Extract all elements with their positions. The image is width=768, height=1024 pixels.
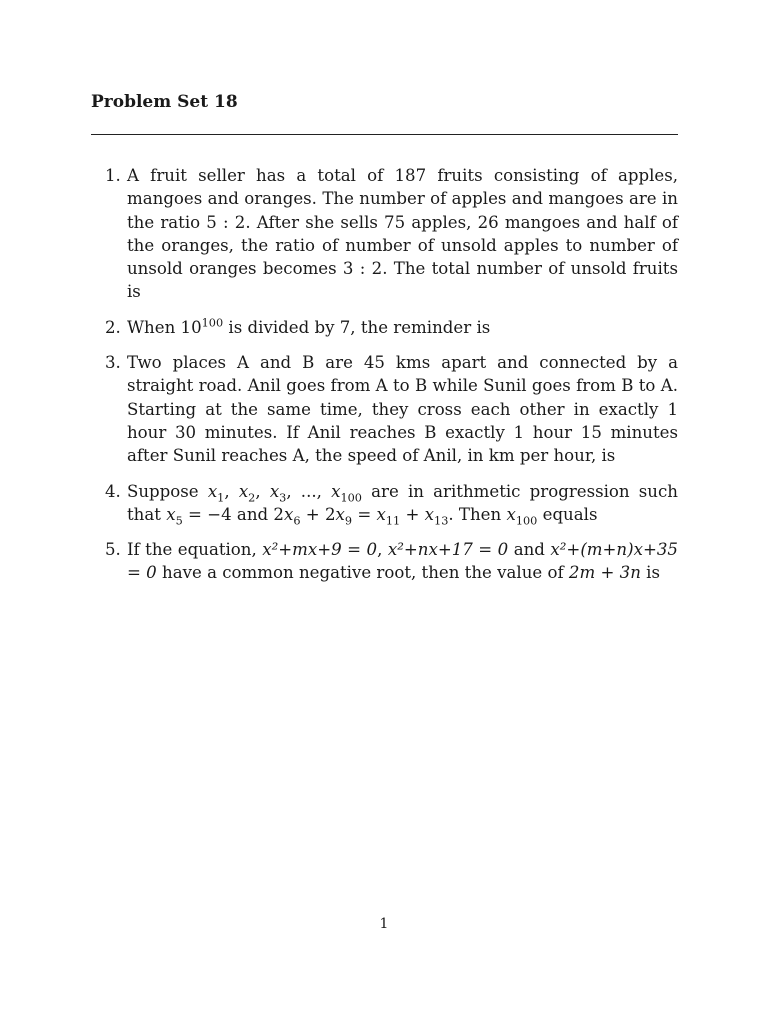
problem-text-before: When 10 <box>127 317 202 337</box>
problem-text: Two places A and B are 45 kms apart and connected by a straight road. Anil goes from A to B while Sunil goes from B to A. Starting at the same time, they cross each other in exactly 1 hour 30 minutes. If Anil reaches B exactly 1 hour 15 minutes after Sunil reaches A, the speed of Anil, in km per hour, is <box>127 353 678 466</box>
math-var: x <box>207 481 218 501</box>
problem-4: 4. Suppose $x_1$, $x_2$, $x_3$, ..., $x_{100}$ are in arithmetic progression such that $x_5 = -4$ and $2x_6 + 2x_9 = x_{11} + x_{13}$. Then $x_{100}$ equals <box>105 481 678 528</box>
math-sub: 11 <box>385 514 401 528</box>
problem-text-after: is divided by 7, the reminder is <box>223 317 491 337</box>
math-sub: 6 <box>293 514 301 528</box>
problem-number: 5. <box>105 540 121 560</box>
math-value: −4 <box>207 504 232 524</box>
problem-number: 2. <box>105 317 121 337</box>
problem-2 <box>91 316 678 339</box>
math-sub: 3 <box>279 490 287 504</box>
math-var: x <box>376 504 386 524</box>
math-sub: 2 <box>248 490 256 504</box>
problem-list <box>91 164 678 597</box>
equation-2: x²+nx+17 = 0 <box>387 540 509 560</box>
math-sub: 100 <box>515 514 538 528</box>
math-coef: 2 <box>324 504 336 524</box>
problem-number: 3. <box>105 353 121 373</box>
math-var: x <box>331 481 341 501</box>
problem-text-then: . Then <box>448 504 507 524</box>
math-var: x <box>238 481 249 501</box>
problem-text-and: and <box>508 540 551 560</box>
page-number: 1 <box>379 916 389 932</box>
problem-number: 1. <box>105 166 121 185</box>
math-var: x <box>269 481 280 501</box>
exponent: 100 <box>201 316 224 330</box>
math-var: x <box>166 504 176 524</box>
problem-text-after: have a common negative root, then the value of <box>156 563 569 583</box>
problem-number: 4. <box>105 481 121 501</box>
math-coef: 2 <box>273 504 284 524</box>
math-var: x <box>335 504 345 524</box>
equation-1: x²+mx+9 = 0 <box>262 540 378 560</box>
problem-text-after: equals <box>537 504 598 524</box>
math-sub: 100 <box>340 490 362 504</box>
problem-text-and: and <box>231 504 274 524</box>
problem-1 <box>91 164 678 304</box>
expression: 2m + 3n <box>568 563 641 583</box>
math-sub: 9 <box>344 514 353 528</box>
equation-3: x²+(m+n)x+35 = 0 <box>127 540 678 583</box>
problem-text-mid: are in arithmetic progression such that <box>127 481 678 524</box>
math-var: x <box>424 504 435 524</box>
page-title: Problem Set 18 <box>91 92 238 112</box>
problem-text-before: Suppose <box>127 481 208 501</box>
math-sub: 13 <box>434 514 449 528</box>
problem-5: 5. If the equation, x²+mx+9 = 0, x²+nx+17 = 0 and x²+(m+n)x+35 = 0 have a common negative root, then the value of 2m + 3n is <box>105 540 678 583</box>
problem-text: A fruit seller has a total of 187 fruits consisting of apples, mangoes and oranges. The number of apples and mangoes are in the ratio 5 : 2. After she sells 75 apples, 26 mangoes and half of the oranges, the ratio of number of unsold apples to number of unsold oranges becomes 3 : 2. The total number of unsold fruits is <box>127 166 678 302</box>
math-var: x <box>283 504 294 524</box>
problem-text-end: is <box>640 563 661 583</box>
problem-3 <box>91 351 678 467</box>
math-sub: 1 <box>217 490 225 504</box>
problem-text-before: If the equation, <box>127 540 263 560</box>
math-var: x <box>506 504 516 524</box>
title-divider <box>91 134 678 135</box>
math-sub: 5 <box>175 514 183 528</box>
